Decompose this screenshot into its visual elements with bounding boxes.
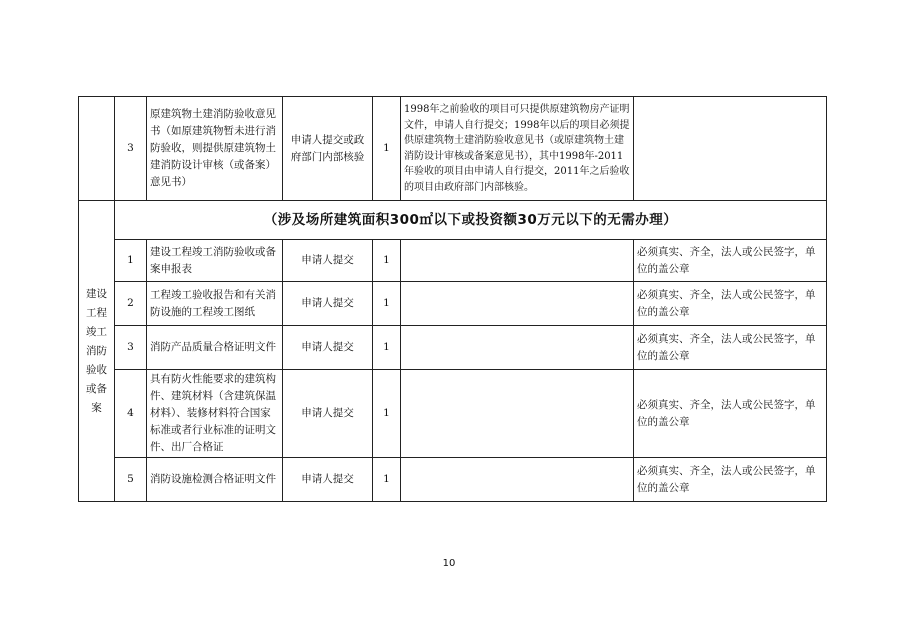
material-source: 申请人提交或政府部门内部核验 — [283, 97, 373, 201]
material-name: 原建筑物土建消防验收意见书（如原建筑物暂未进行消防验收，则提供原建筑物土建消防设计审核（或备案）意见书） — [147, 97, 283, 201]
requirement: 必须真实、齐全，法人或公民签字，单位的盖公章 — [634, 240, 827, 282]
table-row — [79, 458, 827, 502]
copies: 1 — [373, 97, 401, 201]
requirement — [634, 97, 827, 201]
copies: 1 — [373, 240, 401, 282]
notes — [401, 282, 634, 326]
row-number: 3 — [115, 326, 147, 370]
table-row — [79, 326, 827, 370]
table-row — [79, 97, 827, 201]
material-name: 消防设施检测合格证明文件 — [147, 458, 283, 502]
material-name: 具有防火性能要求的建筑构件、建筑材料（含建筑保温材料）、装修材料符合国家标准或者行业标准的证明文件、出厂合格证 — [147, 370, 283, 458]
category-label: 建设工程竣工消防验收或备案 — [79, 201, 115, 502]
material-source: 申请人提交 — [283, 240, 373, 282]
requirement: 必须真实、齐全，法人或公民签字，单位的盖公章 — [634, 370, 827, 458]
copies: 1 — [373, 282, 401, 326]
copies: 1 — [373, 326, 401, 370]
material-source: 申请人提交 — [283, 370, 373, 458]
table-row — [79, 240, 827, 282]
row-number: 3 — [115, 97, 147, 201]
row-number: 1 — [115, 240, 147, 282]
page-number: 10 — [442, 558, 456, 569]
requirement: 必须真实、齐全，法人或公民签字，单位的盖公章 — [634, 458, 827, 502]
notes — [401, 240, 634, 282]
row-number: 4 — [115, 370, 147, 458]
table-row — [79, 370, 827, 458]
section-banner: （涉及场所建筑面积300㎡以下或投资额30万元以下的无需办理） — [115, 201, 827, 240]
table-row — [79, 201, 827, 240]
material-source: 申请人提交 — [283, 458, 373, 502]
copies: 1 — [373, 370, 401, 458]
requirement: 必须真实、齐全，法人或公民签字，单位的盖公章 — [634, 282, 827, 326]
material-name: 工程竣工验收报告和有关消防设施的工程竣工图纸 — [147, 282, 283, 326]
copies: 1 — [373, 458, 401, 502]
notes — [401, 370, 634, 458]
table-row — [79, 282, 827, 326]
notes — [401, 326, 634, 370]
materials-table — [78, 96, 827, 502]
category-cell-empty — [79, 97, 115, 201]
material-name: 建设工程竣工消防验收或备案申报表 — [147, 240, 283, 282]
row-number: 5 — [115, 458, 147, 502]
notes: 1998年之前验收的项目可只提供原建筑物房产证明文件，申请人自行提交；1998年以后的项目必须提供原建筑物土建消防验收意见书（或原建筑物土建消防设计审核或备案意见书），其中1998年-2011年验收的项目由申请人自行提交，2011年之后验收的项目由政府部门内部核验。 — [401, 97, 634, 201]
row-number: 2 — [115, 282, 147, 326]
material-source: 申请人提交 — [283, 282, 373, 326]
requirement: 必须真实、齐全，法人或公民签字，单位的盖公章 — [634, 326, 827, 370]
material-name: 消防产品质量合格证明文件 — [147, 326, 283, 370]
material-source: 申请人提交 — [283, 326, 373, 370]
notes — [401, 458, 634, 502]
